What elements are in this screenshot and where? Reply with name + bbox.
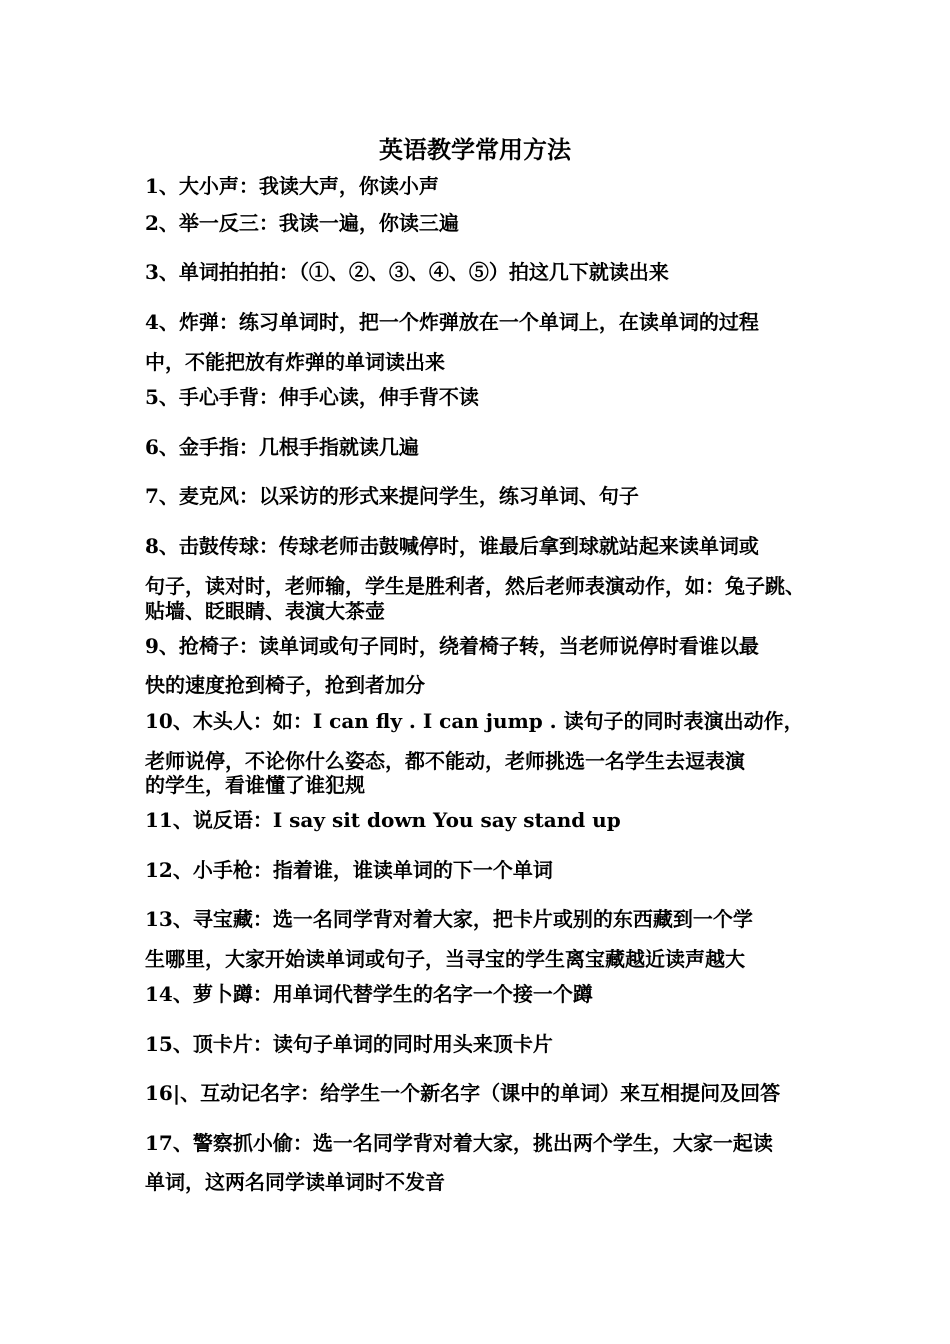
method-line: 14、萝卜蹲：用单词代替学生的名字一个接一个蹲 (145, 982, 593, 1006)
method-line: 老师说停，不论你什么姿态，都不能动，老师挑选一名学生去逗表演 (145, 749, 745, 773)
method-line: 4、炸弹：练习单词时，把一个炸弹放在一个单词上，在读单词的过程 (145, 310, 759, 334)
method-line: 2、举一反三：我读一遍，你读三遍 (145, 211, 459, 235)
method-line: 9、抢椅子：读单词或句子同时，绕着椅子转，当老师说停时看谁以最 (145, 634, 759, 658)
method-line: 快的速度抢到椅子，抢到者加分 (145, 673, 425, 697)
method-line: 中，不能把放有炸弹的单词读出来 (145, 350, 445, 374)
method-line: 5、手心手背：伸手心读，伸手背不读 (145, 385, 479, 409)
method-line: 的学生，看谁懂了谁犯规 (145, 773, 365, 797)
method-line: 12、小手枪：指着谁，谁读单词的下一个单词 (145, 858, 553, 882)
method-line: 3、单词拍拍拍：（①、②、③、④、⑤）拍这几下就读出来 (145, 260, 669, 284)
method-line: 8、击鼓传球：传球老师击鼓喊停时，谁最后拿到球就站起来读单词或 (145, 534, 759, 558)
method-line: 7、麦克风：以采访的形式来提问学生，练习单词、句子 (145, 484, 639, 508)
method-line: 生哪里，大家开始读单词或句子，当寻宝的学生离宝藏越近读声越大 (145, 947, 745, 971)
method-line: 16|、互动记名字：给学生一个新名字（课中的单词）来互相提问及回答 (145, 1081, 781, 1105)
page-title: 英语教学常用方法 (379, 135, 571, 164)
method-line: 13、寻宝藏：选一名同学背对着大家，把卡片或别的东西藏到一个学 (145, 907, 753, 931)
method-line: 句子，读对时，老师输，学生是胜利者，然后老师表演动作，如：兔子跳、 (145, 574, 805, 598)
method-line: 10、木头人：如：I can fly . I can jump . 读句子的同时表演出动作， (145, 709, 804, 733)
method-line: 15、顶卡片：读句子单词的同时用头来顶卡片 (145, 1032, 553, 1056)
method-line: 17、警察抓小偷：选一名同学背对着大家，挑出两个学生，大家一起读 (145, 1131, 773, 1155)
method-line: 6、金手指：几根手指就读几遍 (145, 435, 419, 459)
method-line: 单词，这两名同学读单词时不发音 (145, 1170, 445, 1194)
method-line: 1、大小声：我读大声，你读小声 (145, 174, 439, 198)
method-line: 11、说反语：I say sit down You say stand up (145, 808, 621, 832)
method-line: 贴墙、眨眼睛、表演大茶壶 (145, 599, 385, 623)
